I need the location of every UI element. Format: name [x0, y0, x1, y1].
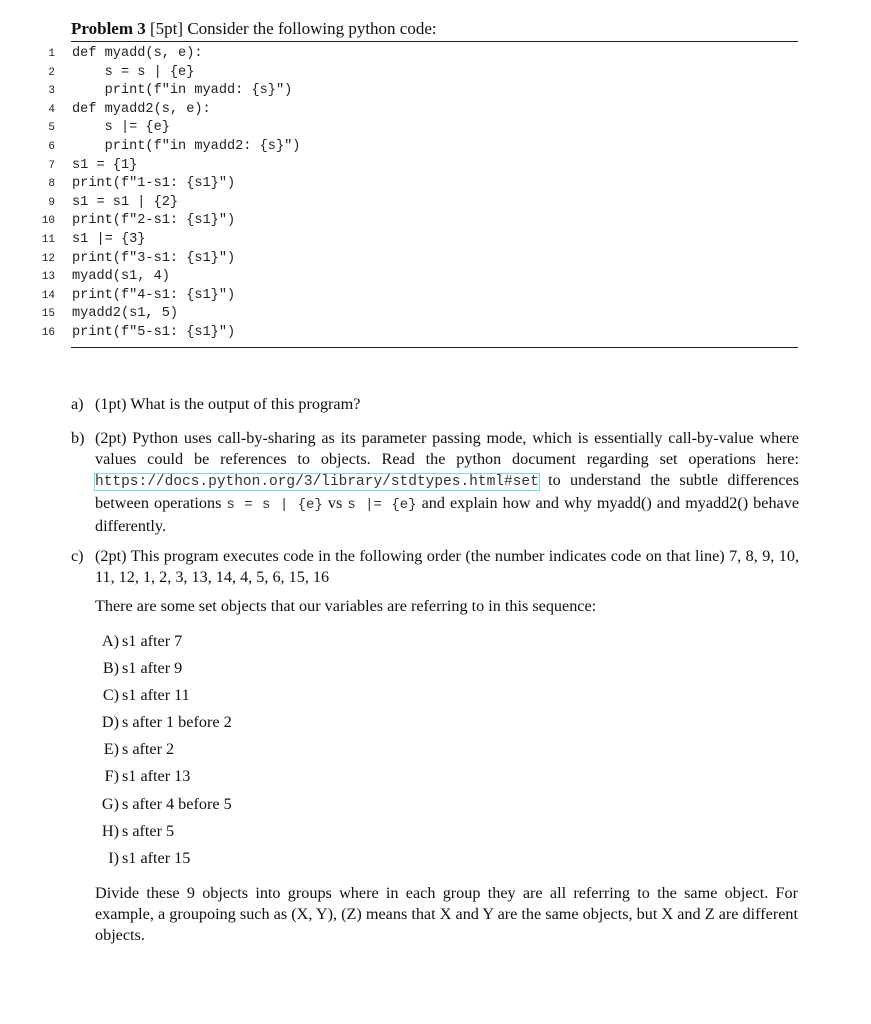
line-number: 6: [48, 140, 55, 153]
list-item: [95, 739, 174, 760]
code-line: [0, 287, 871, 306]
line-number: 12: [41, 252, 55, 265]
list-item: [95, 631, 182, 652]
option-label: A): [101, 632, 119, 650]
question-b-label: b): [71, 429, 85, 447]
code-text: print(f"1-s1: {s1}"): [72, 176, 236, 192]
line-number: 13: [41, 271, 55, 284]
list-item: [95, 848, 190, 869]
code-line: [0, 45, 871, 64]
code-line: [0, 175, 871, 194]
line-number: 8: [48, 178, 55, 191]
code-text: s = s | {e}: [72, 64, 195, 80]
code-top-rule: [71, 41, 798, 42]
list-item: [95, 766, 190, 787]
code-line: [0, 305, 871, 324]
option-text: s1 after 7: [122, 632, 183, 650]
code-line: [0, 268, 871, 287]
code-text: print(f"in myadd: {s}"): [72, 83, 293, 99]
line-number: 11: [41, 233, 55, 246]
question-b: [71, 428, 799, 537]
code-line: [0, 157, 871, 176]
question-c-text: (2pt) This program executes code in the following order (the number indicates code on that line) 7, 8, 9, 10, 11, 12, 1, 2, 3, 13, 14, 4, 5, 6, 15, 16: [95, 547, 799, 586]
line-number: 5: [48, 122, 55, 135]
option-label: D): [101, 713, 119, 731]
problem-intro: Consider the following python code:: [187, 19, 437, 38]
code-line: [0, 119, 871, 138]
code-text: print(f"2-s1: {s1}"): [72, 213, 236, 229]
option-label: F): [104, 767, 119, 785]
line-number: 4: [48, 103, 55, 116]
question-a-label: a): [71, 395, 84, 413]
code-text: s |= {e}: [72, 120, 170, 136]
question-c-outro: Divide these 9 objects into groups where in each group they are all referring to the same object. For example, a groupoing such as (X, Y), (Z) means that X and Y are the same objects, but X and Z are different objects.: [95, 884, 798, 944]
code-text: s1 = {1}: [72, 157, 138, 173]
code-line: [0, 212, 871, 231]
option-text: s1 after 11: [122, 686, 190, 704]
line-number: 2: [48, 66, 55, 79]
option-label: E): [103, 740, 119, 758]
question-b-text2: to understand the subtle differences between operations: [95, 471, 799, 512]
code-text: def myadd(s, e):: [72, 46, 203, 61]
list-item: [95, 658, 182, 679]
code-text: myadd(s1, 4): [72, 269, 170, 285]
list-item: [95, 685, 190, 706]
code-text: s1 = s1 | {2}: [72, 194, 179, 210]
question-c: [71, 546, 799, 588]
operation-reassign: s = s | {e}: [226, 497, 323, 513]
code-text: print(f"in myadd2: {s}"): [72, 138, 301, 154]
code-line: [0, 64, 871, 83]
question-b-text: [95, 428, 799, 537]
list-item: [95, 821, 174, 842]
question-b-vs: vs: [322, 494, 348, 512]
option-label: I): [108, 849, 119, 867]
code-line: [0, 231, 871, 250]
option-label: B): [102, 659, 119, 677]
option-text: s1 after 15: [122, 849, 191, 867]
line-number: 15: [41, 308, 55, 321]
code-line: [0, 101, 871, 120]
question-a-text: (1pt) What is the output of this program?: [95, 395, 361, 413]
code-text: s1 |= {3}: [72, 231, 146, 247]
line-number: 16: [41, 326, 55, 339]
list-item: [95, 712, 232, 733]
option-text: s after 2: [122, 740, 175, 758]
code-line: [0, 82, 871, 101]
option-text: s after 5: [122, 822, 175, 840]
line-number: 1: [48, 48, 55, 60]
code-text: myadd2(s1, 5): [72, 306, 179, 322]
option-label: C): [102, 686, 119, 704]
code-bottom-rule: [71, 347, 798, 348]
question-c-intro: There are some set objects that our variables are referring to in this sequence:: [95, 597, 597, 615]
code-line: [0, 194, 871, 213]
code-text: print(f"3-s1: {s1}"): [72, 250, 236, 266]
option-text: s after 1 before 2: [122, 713, 232, 731]
question-c-label: c): [71, 547, 84, 565]
list-item: [95, 794, 232, 815]
option-text: s1 after 9: [122, 659, 183, 677]
python-docs-link[interactable]: https://docs.python.org/3/library/stdtypes.html#set: [95, 474, 539, 490]
code-text: print(f"4-s1: {s1}"): [72, 287, 236, 303]
line-number: 9: [48, 196, 55, 209]
code-text: def myadd2(s, e):: [72, 101, 211, 117]
question-a: [71, 394, 799, 415]
option-text: s after 4 before 5: [122, 795, 232, 813]
option-label: H): [101, 822, 119, 840]
line-number: 7: [48, 159, 55, 172]
code-line: [0, 250, 871, 269]
problem-points: [5pt]: [150, 19, 184, 38]
code-line: [0, 324, 871, 343]
line-number: 14: [41, 289, 55, 302]
code-line: [0, 138, 871, 157]
problem-header: [71, 18, 437, 40]
operation-inplace: s |= {e}: [347, 497, 417, 513]
option-label: G): [101, 795, 119, 813]
code-listing: [0, 45, 871, 343]
question-b-text1: (2pt) Python uses call-by-sharing as its parameter passing mode, which is essentially call-by-value where values could be references to objects. Read the python document regarding set operations here:: [95, 429, 799, 468]
line-number: 3: [48, 85, 55, 98]
problem-title: Problem 3: [71, 19, 146, 38]
code-text: print(f"5-s1: {s1}"): [72, 324, 236, 340]
line-number: 10: [41, 215, 55, 228]
option-text: s1 after 13: [122, 767, 191, 785]
question-b-text3: and explain how and why myadd() and myadd2() behave differently.: [95, 494, 800, 535]
